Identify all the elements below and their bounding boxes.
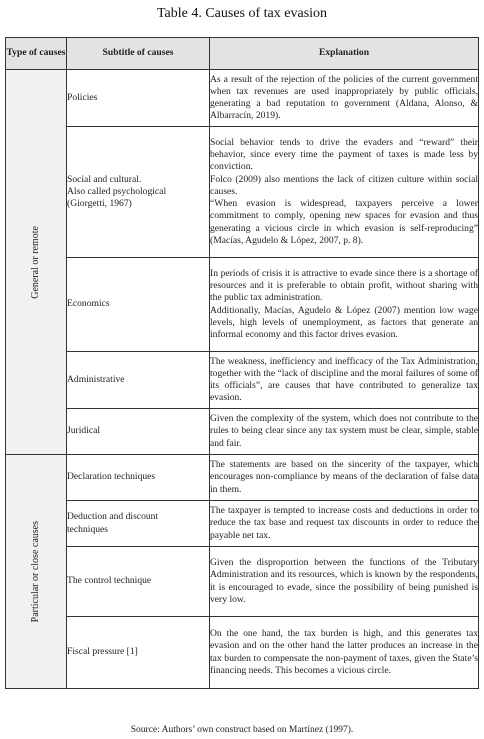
explanation-cell: As a result of the rejection of the policies of the current government when tax revenues are used inappropriately by public officials, generating a bad reputation to government (Aldana, Alonso, & Albarracín, 2019). <box>210 70 479 127</box>
table-row <box>6 127 479 258</box>
explanation-cell: In periods of crisis it is attractive to evade since there is a shortage of resources and it is preferable to obtain profit, without sharing with the public tax administration. Additionally, Macías, Agudelo & López (2007) mention low wage levels, high levels of unemployment, as factors that generate an informal economy and this factor drives evasion. <box>210 258 479 352</box>
group-label-particular <box>6 455 67 689</box>
subtitle-cell: Juridical <box>67 409 210 455</box>
table-row <box>6 409 479 455</box>
explanation-cell: Social behavior tends to drive the evaders and “reward” their behavior, since every time the payment of taxes is made less by conviction. Folco (2009) also mentions the lack of citizen culture within social causes. “When evasion is widespread, taxpayers perceive a lower commitment to comply, opening new spaces for evasion and thus generating a vicious circle in which evasion is self-reproducing” (Macías, Agudelo & López, 2007, p. 8). <box>210 127 479 258</box>
header-explanation: Explanation <box>210 38 479 70</box>
subtitle-cell: Administrative <box>67 352 210 409</box>
subtitle-cell: Social and cultural. Also called psychological (Giorgetti, 1967) <box>67 127 210 258</box>
table-row <box>6 547 479 617</box>
explanation-cell: The taxpayer is tempted to increase costs and deductions in order to reduce the tax base and request tax discounts in order to reduce the payable net tax. <box>210 501 479 547</box>
header-type: Type of causes <box>6 38 67 70</box>
group-label-text: Particular or close causes <box>29 520 41 623</box>
table-row <box>6 70 479 127</box>
header-row <box>6 38 479 70</box>
table-row <box>6 352 479 409</box>
table-row <box>6 258 479 352</box>
explanation-cell: The weakness, inefficiency and inefficacy of the Tax Administration, together with the “lack of discipline and the moral failures of some of its officials”, are causes that have contributed to generalize tax evasion. <box>210 352 479 409</box>
explanation-cell: On the one hand, the tax burden is high, and this generates tax evasion and on the other hand the latter produces an increase in the tax burden to compensate the non-payment of taxes, given the State’s financing needs. This becomes a vicious circle. <box>210 617 479 689</box>
table-row <box>6 617 479 689</box>
group-label-general <box>6 70 67 455</box>
subtitle-cell: Policies <box>67 70 210 127</box>
table-row <box>6 455 479 501</box>
subtitle-cell: Fiscal pressure [1] <box>67 617 210 689</box>
explanation-cell: The statements are based on the sincerity of the taxpayer, which encourages non-compliance by means of the declaration of false data in them. <box>210 455 479 501</box>
source-note: Source: Authors’ own construct based on Martínez (1997). <box>130 725 354 735</box>
header-subtitle: Subtitle of causes <box>67 38 210 70</box>
explanation-cell: Given the complexity of the system, which does not contribute to the rules to being clear since any tax system must be clear, simple, stable and fair. <box>210 409 479 455</box>
group-label-text: General or remote <box>29 225 41 299</box>
subtitle-cell: The control technique <box>67 547 210 617</box>
subtitle-cell: Deduction and discount techniques <box>67 501 210 547</box>
subtitle-cell: Economics <box>67 258 210 352</box>
explanation-cell: Given the disproportion between the functions of the Tributary Administration and its resources, which is known by the respondents, it is encouraged to evade, since the possibility of being punished is very low. <box>210 547 479 617</box>
causes-table <box>5 37 479 689</box>
subtitle-cell: Declaration techniques <box>67 455 210 501</box>
table-title: Table 4. Causes of tax evasion <box>156 6 328 21</box>
table-row <box>6 501 479 547</box>
